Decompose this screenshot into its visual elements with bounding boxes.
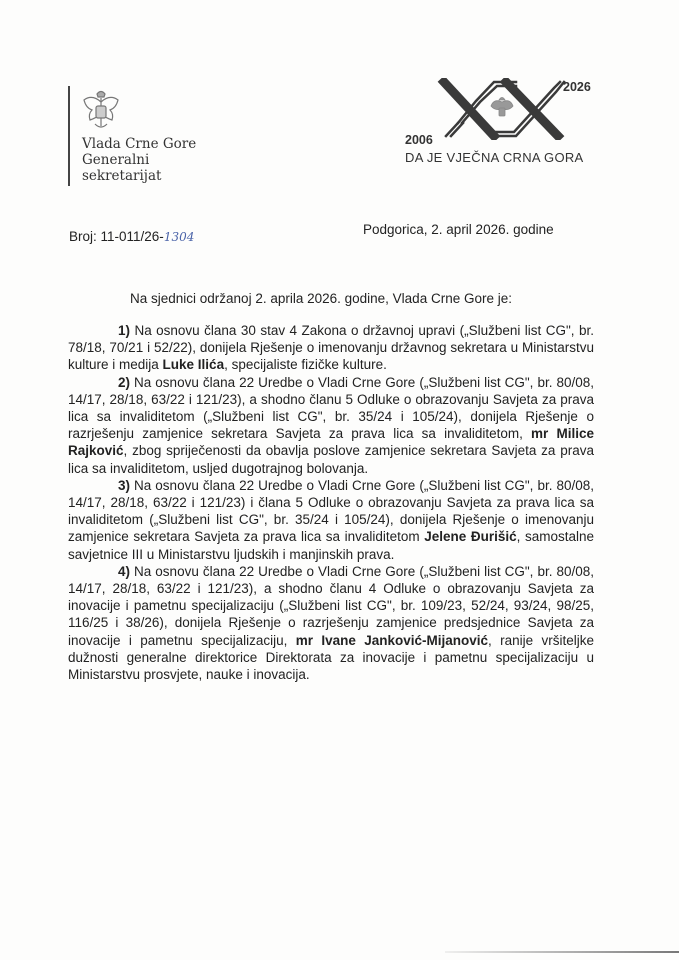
logo-year-end: 2026 bbox=[563, 80, 591, 94]
org-line-2: Generalni bbox=[82, 152, 150, 168]
logo-motto: DA JE VJEČNA CRNA GORA bbox=[405, 150, 584, 165]
item-text: , ranije vršiteljke dužnosti generalne direktorice Direktorata za inovacije i pametnu specijalizaciju u Ministarstvu prosvjete, nauke i inovacija. bbox=[68, 632, 595, 683]
organization-name bbox=[82, 136, 196, 184]
item-text: Na osnovu člana 22 Uredbe o Vladi Crne Gore („Službeni list CG", br. 80/08, 14/17, 28/18, 63/22 i 121/23), a shodno članu 4 Odluke o obrazovanju Savjeta za inovacije i pametnu specijalizaciju („Službeni list CG", br. 109/23, 52/24, 93/24, 98/25, 116/25 i 38/26), donijela Rješenje o razrješenju zamjenice predsjednice Savjeta za inovacije i pametnu specijalizaciju, bbox=[68, 563, 594, 648]
session-intro: Na sjednici održanoj 2. aprila 2026. godine, Vlada Crne Gore je: bbox=[130, 291, 512, 306]
handwritten-number: 1304 bbox=[163, 230, 195, 244]
item-text: , zbog spriječenosti da obavlja poslove zamjenice sekretara Savjeta za prava lica sa invaliditetom, usljed dugotrajnog bolovanja. bbox=[68, 443, 594, 476]
person-name: Jelene Đurišić bbox=[424, 529, 517, 545]
coat-of-arms-icon bbox=[80, 88, 122, 132]
org-line-3: sekretarijat bbox=[82, 168, 162, 184]
item-text: , samostalne savjetnice III u Ministarstvu ljudskih i manjinskih prava. bbox=[68, 529, 594, 562]
item-text: Na osnovu člana 30 stav 4 Zakona o državnoj upravi („Službeni list CG", br. 78/18, 70/21 i 52/22), donijela Rješenje o imenovanju državnog sekretara u Ministarstvu kulture i medija bbox=[68, 323, 594, 373]
item-number: 4) bbox=[118, 563, 131, 579]
item-text: , specijaliste fizičke kulture. bbox=[224, 357, 387, 373]
item-text: Na osnovu člana 22 Uredbe o Vladi Crne Gore („Službeni list CG", br. 80/08, 14/17, 28/18, 63/22 i 121/23), a shodno članu 5 Odluke o obrazovanju Savjeta za prava lica sa invaliditetom („Službeni list CG", br. 35/24 i 105/24), donijela Rješenje o razrješenju zamjenice sekretara Savjeta za prava lica sa invaliditetom, bbox=[68, 374, 594, 442]
item-number: 1) bbox=[118, 323, 131, 338]
person-name: Luke Ilića bbox=[162, 357, 225, 373]
document-number bbox=[69, 229, 194, 244]
scan-edge-shadow bbox=[445, 951, 679, 953]
item-text: Na osnovu člana 22 Uredbe o Vladi Crne Gore („Službeni list CG", br. 80/08, 14/17, 28/18, 63/22 i 121/23) i člana 5 Odluke o obrazovanju Savjeta za prava lica sa invaliditetom („Službeni list CG", br. 35/24 i 105/24), donijela Rješenje o imenovanju zamjenice sekretara Savjeta za prava lica sa invaliditetom bbox=[68, 477, 594, 545]
logo-year-start: 2006 bbox=[405, 133, 433, 147]
item-number: 2) bbox=[118, 374, 131, 390]
header-divider bbox=[68, 86, 70, 186]
place-and-date: Podgorica, 2. april 2026. godine bbox=[363, 222, 554, 237]
decision-item bbox=[68, 563, 594, 683]
decision-item bbox=[68, 477, 594, 563]
org-line-1: Vlada Crne Gore bbox=[82, 136, 197, 152]
person-name: mr Ivane Janković-Mijanović bbox=[295, 632, 489, 648]
decision-item bbox=[68, 322, 594, 374]
document-number-label: Broj: 11-011/26- bbox=[69, 229, 164, 244]
person-name: mr Milice Rajković bbox=[68, 426, 594, 459]
decision-item bbox=[68, 374, 594, 477]
decisions-list bbox=[68, 322, 594, 683]
item-number: 3) bbox=[118, 477, 131, 493]
